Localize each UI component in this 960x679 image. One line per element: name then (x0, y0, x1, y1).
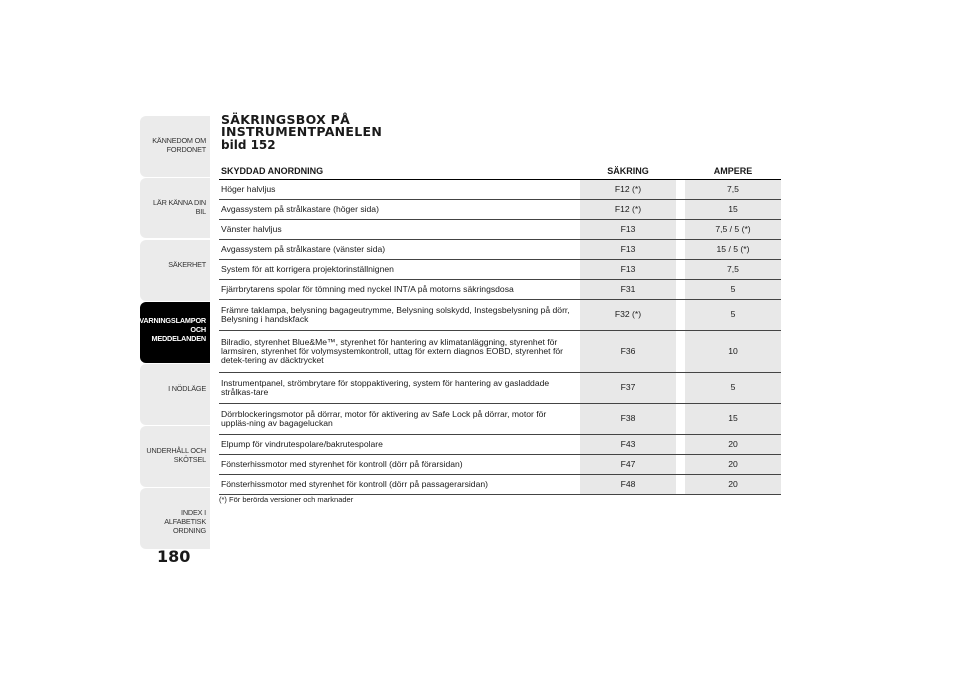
cell-ampere: 5 (685, 373, 781, 403)
tab-i-nodlage[interactable] (140, 364, 210, 425)
cell-fuse: F12 (*) (580, 200, 676, 219)
tab-label: INDEX I ALFABETISK ORDNING (164, 508, 206, 535)
cell-fuse: F37 (580, 373, 676, 403)
cell-device: Höger halvljus (221, 183, 276, 194)
table-row (219, 220, 781, 240)
table-row (219, 455, 781, 475)
cell-ampere: 15 (685, 404, 781, 434)
tab-kannedom-om-fordonet[interactable] (140, 116, 210, 177)
tab-underhall-och-skotsel[interactable] (140, 426, 210, 487)
cell-device: Dörrblockeringsmotor på dörrar, motor för aktivering av Safe Lock på dörrar, motor för uppläs-ning av bagageluckan (221, 408, 547, 428)
cell-device: Fjärrbrytarens spolar för tömning med nyckel INT/A på motorns säkringsdosa (221, 283, 514, 294)
cell-ampere: 7,5 / 5 (*) (685, 220, 781, 239)
cell-fuse: F12 (*) (580, 180, 676, 199)
cell-fuse: F13 (580, 220, 676, 239)
table-row (219, 331, 781, 373)
footnote: (*) För berörda versioner och marknader (219, 495, 354, 504)
cell-fuse: F47 (580, 455, 676, 474)
page-title: SÄKRINGSBOX PÅ INSTRUMENTPANELEN (221, 112, 383, 139)
table-header (219, 162, 781, 180)
cell-device: Instrumentpanel, strömbrytare för stoppaktivering, system för hantering av gasladdade strålkas-tare (221, 377, 550, 397)
cell-device: Fönsterhissmotor med styrenhet för kontroll (dörr på passagerarsidan) (221, 478, 488, 489)
cell-ampere: 20 (685, 475, 781, 494)
cell-fuse: F13 (580, 240, 676, 259)
figure-reference: bild 152 (221, 138, 276, 152)
cell-fuse: F13 (580, 260, 676, 279)
tab-label: SÄKERHET (168, 260, 206, 269)
fuse-table (219, 162, 781, 495)
cell-device: Fönsterhissmotor med styrenhet för kontroll (dörr på förarsidan) (221, 458, 463, 469)
page-number: 180 (157, 547, 191, 566)
cell-device: Bilradio, styrenhet Blue&Me™, styrenhet för hantering av klimatanläggning, styrenhet för larmsiren, styrenhet för volymsystemkontroll, uttag för extern diagnos EOBD, styrenhet för detek-tering av däcktrycket (221, 336, 563, 366)
cell-ampere: 5 (685, 280, 781, 299)
tab-label: LÄR KÄNNA DIN BIL (153, 198, 206, 216)
table-row (219, 200, 781, 220)
cell-ampere: 5 (685, 300, 781, 330)
cell-device: Vänster halvljus (221, 223, 282, 234)
cell-fuse: F38 (580, 404, 676, 434)
cell-fuse: F32 (*) (580, 300, 676, 330)
cell-device: System för att korrigera projektorinställnignen (221, 263, 394, 274)
tab-varningslampor-och-meddelanden[interactable] (140, 302, 210, 363)
table-row (219, 435, 781, 455)
cell-ampere: 20 (685, 435, 781, 454)
table-row (219, 300, 781, 331)
tab-sakerhet[interactable] (140, 240, 210, 301)
cell-device: Främre taklampa, belysning bagageutrymme, Belysning solskydd, Instegsbelysning på dörr, Belysning i handskfack (221, 304, 570, 324)
table-row (219, 180, 781, 200)
table-row (219, 404, 781, 435)
table-row (219, 260, 781, 280)
column-header-ampere: AMPERE (713, 165, 753, 176)
tab-label: VARNINGSLAMPOR OCH MEDDELANDEN (139, 316, 206, 343)
cell-fuse: F48 (580, 475, 676, 494)
table-row (219, 280, 781, 300)
tab-label: UNDERHÅLL OCH SKÖTSEL (146, 446, 206, 464)
cell-ampere: 10 (685, 331, 781, 372)
tab-index-i-alfabetisk-ordning[interactable] (140, 488, 210, 549)
table-row (219, 475, 781, 495)
column-header-device: SKYDDAD ANORDNING (221, 165, 324, 176)
cell-ampere: 15 (685, 200, 781, 219)
cell-ampere: 7,5 (685, 180, 781, 199)
cell-ampere: 15 / 5 (*) (685, 240, 781, 259)
tab-label: I NÖDLÄGE (168, 384, 206, 393)
column-header-fuse: SÄKRING (607, 165, 649, 176)
cell-device: Avgassystem på strålkastare (vänster sida) (221, 243, 386, 254)
tab-label: KÄNNEDOM OM FORDONET (152, 136, 206, 154)
cell-fuse: F31 (580, 280, 676, 299)
cell-device: Avgassystem på strålkastare (höger sida) (221, 203, 379, 214)
tab-lar-kanna-din-bil[interactable] (140, 178, 210, 238)
cell-fuse: F36 (580, 331, 676, 372)
cell-ampere: 7,5 (685, 260, 781, 279)
cell-fuse: F43 (580, 435, 676, 454)
cell-device: Elpump för vindrutespolare/bakrutespolare (221, 438, 383, 449)
table-row (219, 373, 781, 404)
table-row (219, 240, 781, 260)
cell-ampere: 20 (685, 455, 781, 474)
